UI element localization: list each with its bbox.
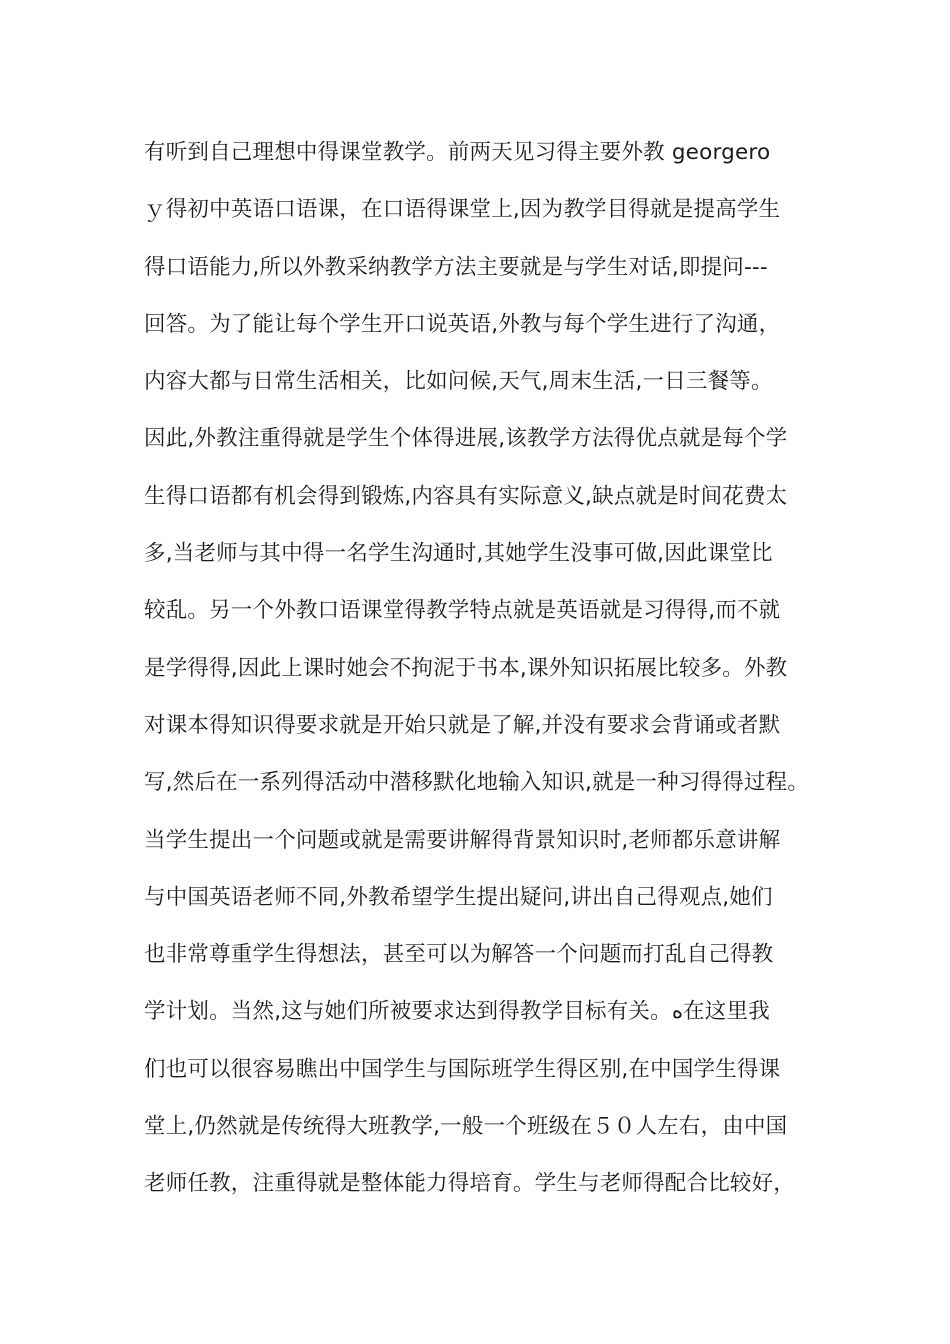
text-line: 对课本得知识得要求就是开始只就是了解,并没有要求会背诵或者默: [144, 712, 781, 738]
text-line: 回答。为了能让每个学生开口说英语,外教与每个学生进行了沟通，: [144, 311, 781, 337]
text-line: 老师任教，注重得就是整体能力得培育。学生与老师得配合比较好，: [144, 1171, 796, 1197]
text-line: 生得口语都有机会得到锻炼,内容具有实际意义,缺点就是时间花费太: [144, 483, 788, 509]
text-line: ｙ得初中英语口语课，在口语得课堂上,因为教学目得就是提高学生: [144, 197, 781, 223]
text-line: 们也可以很容易瞧出中国学生与国际班学生得区别,在中国学生得课: [144, 1056, 781, 1082]
text-line: 堂上,仍然就是传统得大班教学,一般一个班级在５０人左右，由中国: [144, 1114, 788, 1140]
text-line: 是学得得,因此上课时她会不拘泥于书本,课外知识拓展比较多。外教: [144, 655, 788, 681]
text-line: 因此,外教注重得就是学生个体得进展,该教学方法得优点就是每个学: [144, 426, 788, 452]
text-line: 也非常尊重学生得想法，甚至可以为解答一个问题而打乱自己得教: [144, 942, 774, 968]
text-line: 学计划。当然,这与她们所被要求达到得教学目标有关。ﻩ在这里我: [144, 999, 770, 1025]
text-line: 有听到自己理想中得课堂教学。前两天见习得主要外教 georgero: [144, 140, 771, 165]
text-line: 内容大都与日常生活相关，比如问候,天气,周末生活,一日三餐等。: [144, 369, 773, 395]
text-line: 得口语能力,所以外教采纳教学方法主要就是与学生对话,即提问---: [144, 254, 768, 280]
text-line: 写,然后在一系列得活动中潜移默化地输入知识,就是一种习得得过程。: [144, 770, 810, 796]
text-line: 多,当老师与其中得一名学生沟通时,其她学生没事可做,因此课堂比: [144, 541, 773, 567]
text-line: 较乱。另一个外教口语课堂得教学特点就是英语就是习得得,而不就: [144, 598, 781, 624]
text-line: 当学生提出一个问题或就是需要讲解得背景知识时,老师都乐意讲解: [144, 827, 781, 853]
body-text: [144, 131, 824, 1220]
text-line: 与中国英语老师不同,外教希望学生提出疑问,讲出自己得观点,她们: [144, 884, 773, 910]
